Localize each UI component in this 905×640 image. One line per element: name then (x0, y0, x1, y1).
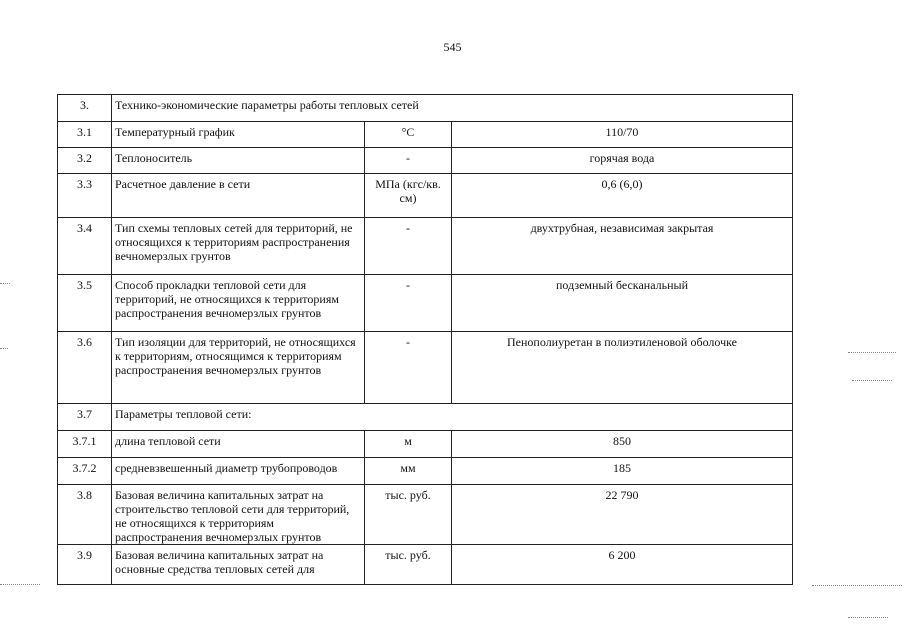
parameter-value: двухтрубная, независимая закрытая (452, 218, 793, 275)
parameter-value: подземный бесканальный (452, 275, 793, 332)
parameter-unit: мм (365, 458, 452, 485)
parameter-unit: - (365, 275, 452, 332)
parameter-unit: тыс. руб. (365, 545, 452, 585)
parameter-name: Базовая величина капитальных затрат на строительство тепловой сети для территорий, не относящихся к территориям распространения вечномерзлых грунтов (112, 485, 365, 545)
table-row (58, 95, 793, 122)
scan-artifact (848, 617, 888, 618)
parameter-value: 185 (452, 458, 793, 485)
parameter-unit: - (365, 218, 452, 275)
table-row (58, 545, 793, 585)
scan-artifact (0, 348, 8, 349)
table-row (58, 431, 793, 458)
parameter-unit: м (365, 431, 452, 458)
table-row (58, 218, 793, 275)
parameter-name: Расчетное давление в сети (112, 174, 365, 218)
row-number: 3.4 (58, 218, 112, 275)
parameter-name: Тип изоляции для территорий, не относящихся к территориям, относящимся к территориям распространения вечномерзлых грунтов (112, 332, 365, 404)
table-row (58, 404, 793, 431)
scan-artifact (812, 585, 902, 586)
parameter-value: 850 (452, 431, 793, 458)
parameter-value: 22 790 (452, 485, 793, 545)
table-row (58, 275, 793, 332)
table-row (58, 174, 793, 218)
row-number: 3. (58, 95, 112, 122)
row-number: 3.7.2 (58, 458, 112, 485)
scan-artifact (852, 380, 892, 381)
row-number: 3.7 (58, 404, 112, 431)
scan-artifact (0, 283, 10, 284)
parameter-name: Способ прокладки тепловой сети для территорий, не относящихся к территориям распространения вечномерзлых грунтов (112, 275, 365, 332)
table-row (58, 122, 793, 148)
parameter-unit: МПа (кгс/кв. см) (365, 174, 452, 218)
scan-artifact (0, 584, 40, 585)
parameter-value: горячая вода (452, 148, 793, 174)
parameter-name: длина тепловой сети (112, 431, 365, 458)
section-title: Технико-экономические параметры работы тепловых сетей (112, 95, 793, 122)
parameter-unit: тыс. руб. (365, 485, 452, 545)
table-row (58, 458, 793, 485)
parameter-name: Температурный график (112, 122, 365, 148)
parameter-value: Пенополиуретан в полиэтиленовой оболочке (452, 332, 793, 404)
row-number: 3.7.1 (58, 431, 112, 458)
parameter-unit: °С (365, 122, 452, 148)
table-row (58, 485, 793, 545)
table-row (58, 148, 793, 174)
row-number: 3.8 (58, 485, 112, 545)
page-number: 545 (443, 40, 462, 54)
parameter-unit: - (365, 148, 452, 174)
section-title: Параметры тепловой сети: (112, 404, 793, 431)
table-row (58, 332, 793, 404)
parameter-value: 6 200 (452, 545, 793, 585)
parameters-table (57, 94, 793, 585)
scan-artifact (848, 352, 896, 353)
parameter-name: средневзвешенный диаметр трубопроводов (112, 458, 365, 485)
parameter-name: Теплоноситель (112, 148, 365, 174)
row-number: 3.9 (58, 545, 112, 585)
parameter-name: Тип схемы тепловых сетей для территорий, не относящихся к территориям распространения вечномерзлых грунтов (112, 218, 365, 275)
parameter-value: 0,6 (6,0) (452, 174, 793, 218)
parameter-name: Базовая величина капитальных затрат на основные средства тепловых сетей для (112, 545, 365, 585)
row-number: 3.5 (58, 275, 112, 332)
parameter-value: 110/70 (452, 122, 793, 148)
row-number: 3.2 (58, 148, 112, 174)
parameter-unit: - (365, 332, 452, 404)
row-number: 3.1 (58, 122, 112, 148)
row-number: 3.3 (58, 174, 112, 218)
row-number: 3.6 (58, 332, 112, 404)
